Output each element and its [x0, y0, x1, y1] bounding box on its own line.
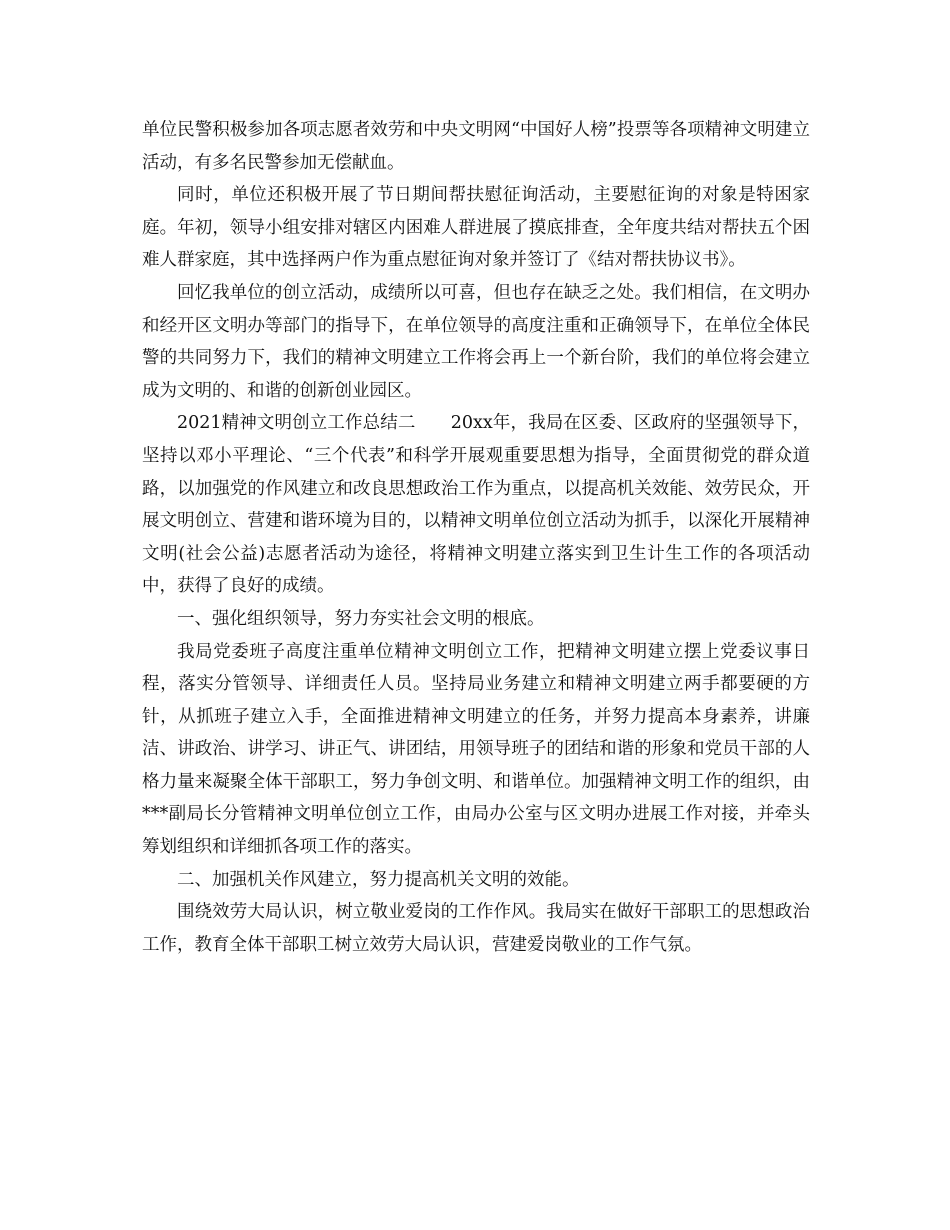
paragraph-3: 回忆我单位的创立活动，成绩所以可喜，但也存在缺乏之处。我们相信，在文明办和经开区文明办等部门的指导下，在单位领导的高度注重和正确领导下，在单位全体民警的共同努力下，我们的精神文明建立工作将会再上一个新台阶，我们的单位将会建立成为文明的、和谐的创新创业园区。 — [142, 282, 810, 401]
paragraph-4: 2021精神文明创立工作总结二 20xx年，我局在区委、区政府的坚强领导下，坚持以邓小平理论、“三个代表”和科学开展观重要思想为指导，全面贯彻党的群众道路，以加强党的作风建立和改良思想政治工作为重点，以提高机关效能、效劳民众，开展文明创立、营建和谐环境为目的，以精神文明单位创立活动为抓手，以深化开展精神文明(社会公益)志愿者活动为途径，将精神文明建立落实到卫生计生工作的各项活动中，获得了良好的成绩。 — [142, 413, 810, 597]
paragraph-6: 围绕效劳大局认识，树立敬业爱岗的工作作风。我局实在做好干部职工的思想政治工作，教育全体干部职工树立效劳大局认识，营建爱岗敬业的工作气氛。 — [142, 902, 810, 955]
paragraph-2: 同时，单位还积极开展了节日期间帮扶慰征询活动，主要慰征询的对象是特困家庭。年初，领导小组安排对辖区内困难人群进展了摸底排查，全年度共结对帮扶五个困难人群家庭，其中选择两户作为重点慰征询对象并签订了《结对帮扶协议书》。 — [142, 185, 810, 271]
paragraph-5: 我局党委班子高度注重单位精神文明创立工作，把精神文明建立摆上党委议事日程，落实分管领导、详细责任人员。坚持局业务建立和精神文明建立两手都要硬的方针，从抓班子建立入手，全面推进精神文明建立的任务，并努力提高本身素养，讲廉洁、讲政治、讲学习、讲正气、讲团结，用领导班子的团结和谐的形象和党员干部的人格力量来凝聚全体干部职工，努力争创文明、和谐单位。加强精神文明工作的组织，由***副局长分管精神文明单位创立工作，由局办公室与区文明办进展工作对接，并牵头筹划组织和详细抓各项工作的落实。 — [142, 641, 810, 858]
paragraph-1: 单位民警积极参加各项志愿者效劳和中央文明网“中国好人榜”投票等各项精神文明建立活动，有多名民警参加无偿献血。 — [142, 120, 810, 173]
section-heading-1: 一、强化组织领导，努力夯实社会文明的根底。 — [177, 608, 545, 629]
section-heading-2: 二、加强机关作风建立，努力提高机关文明的效能。 — [177, 869, 580, 890]
document-body — [142, 114, 810, 961]
